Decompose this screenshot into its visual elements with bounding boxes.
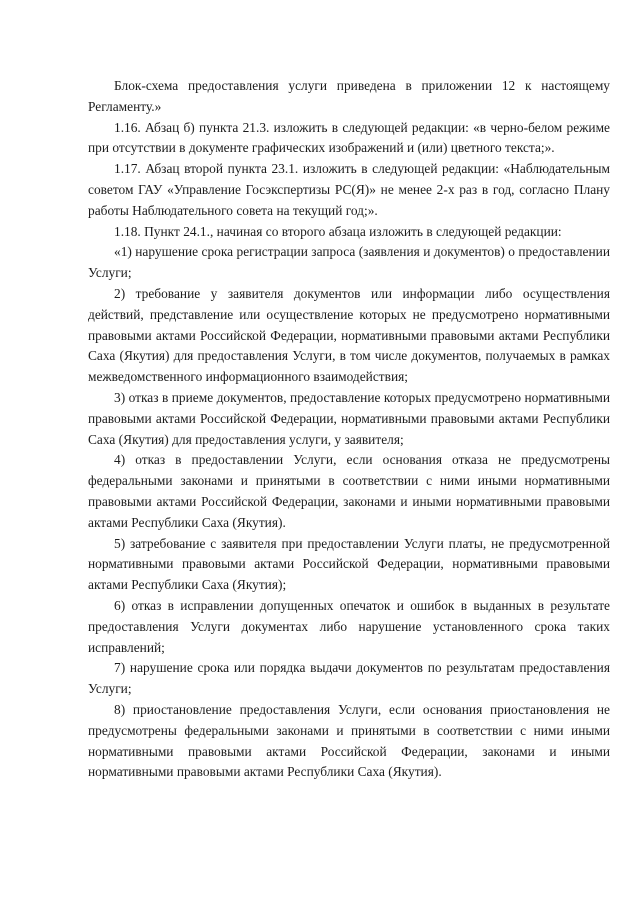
list-item-6: 6) отказ в исправлении допущенных опечаток и ошибок в выданных в результате предоставления Услуги документах либо нарушение установленного срока таких исправлений; [88,597,610,655]
list-item-7: 7) нарушение срока или порядка выдачи документов по результатам предоставления Услуги; [88,660,610,697]
list-item-4: 4) отказ в предоставлении Услуги, если основания отказа не предусмотрены федеральными законами и принятыми в соответствии с ними иными нормативными правовыми актами Российской Федерации, законами и иными нормативными правовыми актами Республики Саха (Якутия). [88,452,610,530]
paragraph-flowchart-reference: Блок-схема предоставления услуги приведена в приложении 12 к настоящему Регламенту.» [88,78,610,114]
list-item-8: 8) приостановление предоставления Услуги, если основания приостановления не предусмотрены федеральными законами и принятыми в соответствии с ними иными нормативными правовыми актами Российской Федерации, законами и иными нормативными правовыми актами Республики Саха (Якутия). [88,701,610,780]
list-item-2: 2) требование у заявителя документов или информации либо осуществления действий, представление или осуществление которых не предусмотрено нормативными правовыми актами Российской Федерации, нормативными правовыми актами Республики Саха (Якутия) для предоставления Услуги, в том числе документов, получаемых в рамках межведомственного информационного взаимодействия; [88,285,610,385]
paragraph-1-18: 1.18. Пункт 24.1., начиная со второго абзаца изложить в следующей редакции: [114,223,562,239]
paragraph-1-17: 1.17. Абзац второй пункта 23.1. изложить в следующей редакции: «Наблюдательным советом ГАУ «Управление Госэкспертизы РС(Я)» не менее 2-х раз в год, согласно Плану работы Наблюдательного совета на текущий год;». [88,161,610,218]
document-page [88,76,610,783]
list-item-1: «1) нарушение срока регистрации запроса (заявления и документов) о предоставлении Услуги; [88,244,610,281]
list-item-5: 5) затребование с заявителя при предоставлении Услуги платы, не предусмотренной нормативными правовыми актами Российской Федерации, нормативными правовыми актами Республики Саха (Якутия); [88,535,610,593]
paragraph-1-16: 1.16. Абзац б) пункта 21.3. изложить в следующей редакции: «в черно-белом режиме при отсутствии в документе графических изображений и (или) цветного текста;». [88,119,610,156]
list-item-3: 3) отказ в приеме документов, предоставление которых предусмотрено нормативными правовыми актами Российской Федерации, нормативными правовыми актами Республики Саха (Якутия) для предоставления услуги, у заявителя; [88,389,610,447]
